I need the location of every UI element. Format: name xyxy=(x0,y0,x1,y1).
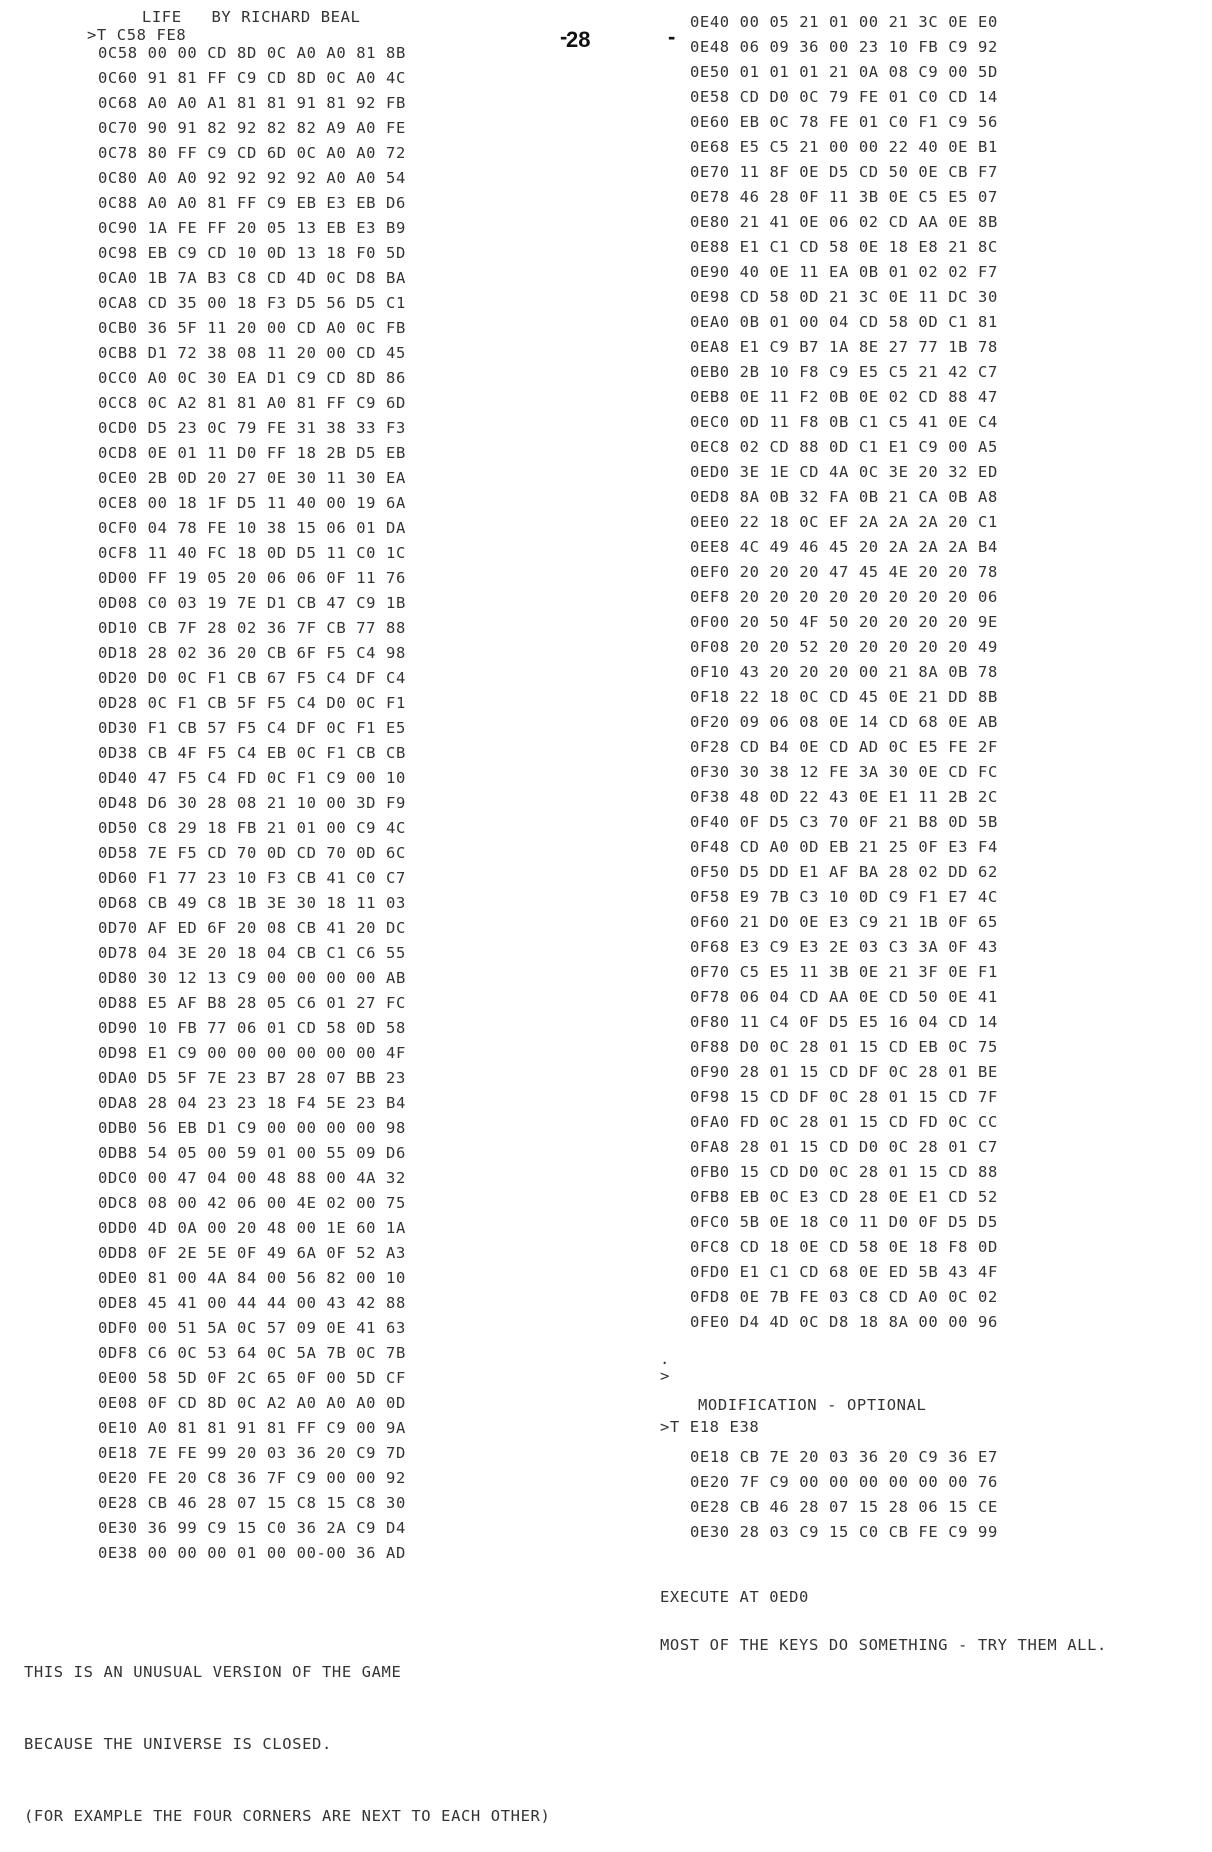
hex-row: 0D40 47 F5 C4 FD 0C F1 C9 00 10 xyxy=(98,769,406,787)
page-number-dash-left: - xyxy=(560,24,568,49)
hex-row: 0FD0 E1 C1 CD 68 0E ED 5B 43 4F xyxy=(690,1263,998,1281)
hex-row: 0F90 28 01 15 CD DF 0C 28 01 BE xyxy=(690,1063,998,1081)
hex-row: 0EF0 20 20 20 47 45 4E 20 20 78 xyxy=(690,563,998,581)
hex-row: 0D70 AF ED 6F 20 08 CB 41 20 DC xyxy=(98,919,406,937)
hex-row: 0D58 7E F5 CD 70 0D CD 70 0D 6C xyxy=(98,844,406,862)
hex-dump-right-column xyxy=(690,10,998,1335)
hex-row: 0E60 EB 0C 78 FE 01 C0 F1 C9 56 xyxy=(690,113,998,131)
hex-row: 0CE8 00 18 1F D5 11 40 00 19 6A xyxy=(98,494,406,512)
hex-row: 0CC0 A0 0C 30 EA D1 C9 CD 8D 86 xyxy=(98,369,406,387)
hex-row: 0DA0 D5 5F 7E 23 B7 28 07 BB 23 xyxy=(98,1069,406,1087)
hex-row: 0DB8 54 05 00 59 01 00 55 09 D6 xyxy=(98,1144,406,1162)
hex-row: 0F10 43 20 20 20 00 21 8A 0B 78 xyxy=(690,663,998,681)
hex-row: 0F70 C5 E5 11 3B 0E 21 3F 0E F1 xyxy=(690,963,998,981)
hex-row: 0D68 CB 49 C8 1B 3E 30 18 11 03 xyxy=(98,894,406,912)
hex-row: 0EA8 E1 C9 B7 1A 8E 27 77 1B 78 xyxy=(690,338,998,356)
hex-row: 0F28 CD B4 0E CD AD 0C E5 FE 2F xyxy=(690,738,998,756)
hex-row: 0E18 CB 7E 20 03 36 20 C9 36 E7 xyxy=(690,1448,998,1466)
hex-row: 0E30 28 03 C9 15 C0 CB FE C9 99 xyxy=(690,1523,998,1541)
hex-row: 0FB0 15 CD D0 0C 28 01 15 CD 88 xyxy=(690,1163,998,1181)
hex-row: 0D18 28 02 36 20 CB 6F F5 C4 98 xyxy=(98,644,406,662)
hex-row: 0CA0 1B 7A B3 C8 CD 4D 0C D8 BA xyxy=(98,269,406,287)
hex-row: 0E70 11 8F 0E D5 CD 50 0E CB F7 xyxy=(690,163,998,181)
hex-row: 0F50 D5 DD E1 AF BA 28 02 DD 62 xyxy=(690,863,998,881)
hex-row: 0F60 21 D0 0E E3 C9 21 1B 0F 65 xyxy=(690,913,998,931)
hex-row: 0FA8 28 01 15 CD D0 0C 28 01 C7 xyxy=(690,1138,998,1156)
hex-row: 0D90 10 FB 77 06 01 CD 58 0D 58 xyxy=(98,1019,406,1037)
hex-row: 0E10 A0 81 81 91 81 FF C9 00 9A xyxy=(98,1419,406,1437)
hex-row: 0E58 CD D0 0C 79 FE 01 C0 CD 14 xyxy=(690,88,998,106)
hex-row: 0D88 E5 AF B8 28 05 C6 01 27 FC xyxy=(98,994,406,1012)
hex-row: 0EC8 02 CD 88 0D C1 E1 C9 00 A5 xyxy=(690,438,998,456)
hex-row: 0E20 7F C9 00 00 00 00 00 00 76 xyxy=(690,1473,998,1491)
hex-row: 0F30 30 38 12 FE 3A 30 0E CD FC xyxy=(690,763,998,781)
hex-row: 0FA0 FD 0C 28 01 15 CD FD 0C CC xyxy=(690,1113,998,1131)
hex-row: 0CF8 11 40 FC 18 0D D5 11 C0 1C xyxy=(98,544,406,562)
hex-row: 0DB0 56 EB D1 C9 00 00 00 00 98 xyxy=(98,1119,406,1137)
note-line-1: THIS IS AN UNUSUAL VERSION OF THE GAME xyxy=(24,1663,402,1681)
hex-row: 0D48 D6 30 28 08 21 10 00 3D F9 xyxy=(98,794,406,812)
hex-row: 0D08 C0 03 19 7E D1 CB 47 C9 1B xyxy=(98,594,406,612)
hex-row: 0EF8 20 20 20 20 20 20 20 20 06 xyxy=(690,588,998,606)
hex-row: 0E08 0F CD 8D 0C A2 A0 A0 A0 0D xyxy=(98,1394,406,1412)
prompt-dot: . xyxy=(660,1350,670,1368)
hex-row: 0DC8 08 00 42 06 00 4E 02 00 75 xyxy=(98,1194,406,1212)
hex-row: 0F88 D0 0C 28 01 15 CD EB 0C 75 xyxy=(690,1038,998,1056)
hex-row: 0FE0 D4 4D 0C D8 18 8A 00 00 96 xyxy=(690,1313,998,1331)
hex-row: 0F48 CD A0 0D EB 21 25 0F E3 F4 xyxy=(690,838,998,856)
modification-title: MODIFICATION - OPTIONAL xyxy=(698,1396,927,1414)
hex-row: 0E28 CB 46 28 07 15 C8 15 C8 30 xyxy=(98,1494,406,1512)
hex-row: 0ED0 3E 1E CD 4A 0C 3E 20 32 ED xyxy=(690,463,998,481)
hex-row: 0D30 F1 CB 57 F5 C4 DF 0C F1 E5 xyxy=(98,719,406,737)
hex-row: 0C78 80 FF C9 CD 6D 0C A0 A0 72 xyxy=(98,144,406,162)
hex-row: 0F98 15 CD DF 0C 28 01 15 CD 7F xyxy=(690,1088,998,1106)
hex-row: 0ED8 8A 0B 32 FA 0B 21 CA 0B A8 xyxy=(690,488,998,506)
hex-row: 0F58 E9 7B C3 10 0D C9 F1 E7 4C xyxy=(690,888,998,906)
modification-hex-dump xyxy=(690,1445,998,1545)
hex-row: 0F68 E3 C9 E3 2E 03 C3 3A 0F 43 xyxy=(690,938,998,956)
hex-row: 0E00 58 5D 0F 2C 65 0F 00 5D CF xyxy=(98,1369,406,1387)
hex-row: 0DE0 81 00 4A 84 00 56 82 00 10 xyxy=(98,1269,406,1287)
hex-row: 0CD0 D5 23 0C 79 FE 31 38 33 F3 xyxy=(98,419,406,437)
hex-row: 0DC0 00 47 04 00 48 88 00 4A 32 xyxy=(98,1169,406,1187)
hex-row: 0CB0 36 5F 11 20 00 CD A0 0C FB xyxy=(98,319,406,337)
hex-row: 0FD8 0E 7B FE 03 C8 CD A0 0C 02 xyxy=(690,1288,998,1306)
hex-row: 0CB8 D1 72 38 08 11 20 00 CD 45 xyxy=(98,344,406,362)
hex-row: 0E38 00 00 00 01 00 00-00 36 AD xyxy=(98,1544,406,1562)
hex-row: 0F20 09 06 08 0E 14 CD 68 0E AB xyxy=(690,713,998,731)
page-number: 28 xyxy=(566,27,591,52)
hex-row: 0CD8 0E 01 11 D0 FF 18 2B D5 EB xyxy=(98,444,406,462)
hex-row: 0F40 0F D5 C3 70 0F 21 B8 0D 5B xyxy=(690,813,998,831)
hex-row: 0DE8 45 41 00 44 44 00 43 42 88 xyxy=(98,1294,406,1312)
hex-row: 0D00 FF 19 05 20 06 06 0F 11 76 xyxy=(98,569,406,587)
note-line-2: BECAUSE THE UNIVERSE IS CLOSED. xyxy=(24,1735,332,1753)
hex-dump-left-column xyxy=(98,41,406,1566)
hex-row: 0EA0 0B 01 00 04 CD 58 0D C1 81 xyxy=(690,313,998,331)
hex-row: 0EE0 22 18 0C EF 2A 2A 2A 20 C1 xyxy=(690,513,998,531)
hex-row: 0C68 A0 A0 A1 81 81 91 81 92 FB xyxy=(98,94,406,112)
hex-row: 0E98 CD 58 0D 21 3C 0E 11 DC 30 xyxy=(690,288,998,306)
hex-row: 0DA8 28 04 23 23 18 F4 5E 23 B4 xyxy=(98,1094,406,1112)
hex-row: 0C70 90 91 82 92 82 82 A9 A0 FE xyxy=(98,119,406,137)
hex-row: 0CF0 04 78 FE 10 38 15 06 01 DA xyxy=(98,519,406,537)
execute-address: EXECUTE AT 0ED0 xyxy=(660,1588,809,1606)
hex-row: 0E80 21 41 0E 06 02 CD AA 0E 8B xyxy=(690,213,998,231)
hex-row: 0DD0 4D 0A 00 20 48 00 1E 60 1A xyxy=(98,1219,406,1237)
universe-note xyxy=(24,1612,550,1852)
hex-row: 0EB8 0E 11 F2 0B 0E 02 CD 88 47 xyxy=(690,388,998,406)
hex-row: 0D60 F1 77 23 10 F3 CB 41 C0 C7 xyxy=(98,869,406,887)
hex-row: 0C58 00 00 CD 8D 0C A0 A0 81 8B xyxy=(98,44,406,62)
hex-row: 0CE0 2B 0D 20 27 0E 30 11 30 EA xyxy=(98,469,406,487)
hex-row: 0EE8 4C 49 46 45 20 2A 2A 2A B4 xyxy=(690,538,998,556)
keys-note: MOST OF THE KEYS DO SOMETHING - TRY THEM ALL. xyxy=(660,1636,1107,1654)
hex-row: 0D80 30 12 13 C9 00 00 00 00 AB xyxy=(98,969,406,987)
hex-row: 0C88 A0 A0 81 FF C9 EB E3 EB D6 xyxy=(98,194,406,212)
hex-row: 0C60 91 81 FF C9 CD 8D 0C A0 4C xyxy=(98,69,406,87)
hex-row: 0E20 FE 20 C8 36 7F C9 00 00 92 xyxy=(98,1469,406,1487)
hex-row: 0E30 36 99 C9 15 C0 36 2A C9 D4 xyxy=(98,1519,406,1537)
hex-row: 0F00 20 50 4F 50 20 20 20 20 9E xyxy=(690,613,998,631)
hex-row: 0DF8 C6 0C 53 64 0C 5A 7B 0C 7B xyxy=(98,1344,406,1362)
hex-row: 0E50 01 01 01 21 0A 08 C9 00 5D xyxy=(690,63,998,81)
hex-row: 0FC8 CD 18 0E CD 58 0E 18 F8 0D xyxy=(690,1238,998,1256)
hex-row: 0D28 0C F1 CB 5F F5 C4 D0 0C F1 xyxy=(98,694,406,712)
hex-row: 0E40 00 05 21 01 00 21 3C 0E E0 xyxy=(690,13,998,31)
modification-command: >T E18 E38 xyxy=(660,1418,760,1436)
hex-row: 0E78 46 28 0F 11 3B 0E C5 E5 07 xyxy=(690,188,998,206)
hex-row: 0DD8 0F 2E 5E 0F 49 6A 0F 52 A3 xyxy=(98,1244,406,1262)
program-title: LIFE BY RICHARD BEAL xyxy=(132,8,361,26)
hex-row: 0DF0 00 51 5A 0C 57 09 0E 41 63 xyxy=(98,1319,406,1337)
hex-row: 0D98 E1 C9 00 00 00 00 00 00 4F xyxy=(98,1044,406,1062)
note-line-3: (FOR EXAMPLE THE FOUR CORNERS ARE NEXT TO EACH OTHER) xyxy=(24,1807,551,1825)
hex-row: 0D38 CB 4F F5 C4 EB 0C F1 CB CB xyxy=(98,744,406,762)
hex-row: 0E48 06 09 36 00 23 10 FB C9 92 xyxy=(690,38,998,56)
hex-row: 0E90 40 0E 11 EA 0B 01 02 02 F7 xyxy=(690,263,998,281)
hex-row: 0D10 CB 7F 28 02 36 7F CB 77 88 xyxy=(98,619,406,637)
page-number-dash-right: - xyxy=(668,24,676,49)
hex-row: 0C98 EB C9 CD 10 0D 13 18 F0 5D xyxy=(98,244,406,262)
hex-row: 0CC8 0C A2 81 81 A0 81 FF C9 6D xyxy=(98,394,406,412)
prompt-arrow: > xyxy=(660,1367,670,1385)
hex-row: 0E28 CB 46 28 07 15 28 06 15 CE xyxy=(690,1498,998,1516)
hex-row: 0F38 48 0D 22 43 0E E1 11 2B 2C xyxy=(690,788,998,806)
hex-row: 0D20 D0 0C F1 CB 67 F5 C4 DF C4 xyxy=(98,669,406,687)
hex-row: 0E18 7E FE 99 20 03 36 20 C9 7D xyxy=(98,1444,406,1462)
hex-row: 0FB8 EB 0C E3 CD 28 0E E1 CD 52 xyxy=(690,1188,998,1206)
hex-row: 0EC0 0D 11 F8 0B C1 C5 41 0E C4 xyxy=(690,413,998,431)
hex-row: 0C90 1A FE FF 20 05 13 EB E3 B9 xyxy=(98,219,406,237)
hex-row: 0D50 C8 29 18 FB 21 01 00 C9 4C xyxy=(98,819,406,837)
hex-row: 0F80 11 C4 0F D5 E5 16 04 CD 14 xyxy=(690,1013,998,1031)
hex-row: 0EB0 2B 10 F8 C9 E5 C5 21 42 C7 xyxy=(690,363,998,381)
hex-row: 0C80 A0 A0 92 92 92 92 A0 A0 54 xyxy=(98,169,406,187)
hex-row: 0F08 20 20 52 20 20 20 20 20 49 xyxy=(690,638,998,656)
hex-row: 0E68 E5 C5 21 00 00 22 40 0E B1 xyxy=(690,138,998,156)
hex-row: 0F18 22 18 0C CD 45 0E 21 DD 8B xyxy=(690,688,998,706)
hex-row: 0CA8 CD 35 00 18 F3 D5 56 D5 C1 xyxy=(98,294,406,312)
hex-row: 0E88 E1 C1 CD 58 0E 18 E8 21 8C xyxy=(690,238,998,256)
hex-row: 0D78 04 3E 20 18 04 CB C1 C6 55 xyxy=(98,944,406,962)
hex-row: 0FC0 5B 0E 18 C0 11 D0 0F D5 D5 xyxy=(690,1213,998,1231)
listing-command: >T C58 FE8 xyxy=(87,26,187,44)
hex-row: 0F78 06 04 CD AA 0E CD 50 0E 41 xyxy=(690,988,998,1006)
